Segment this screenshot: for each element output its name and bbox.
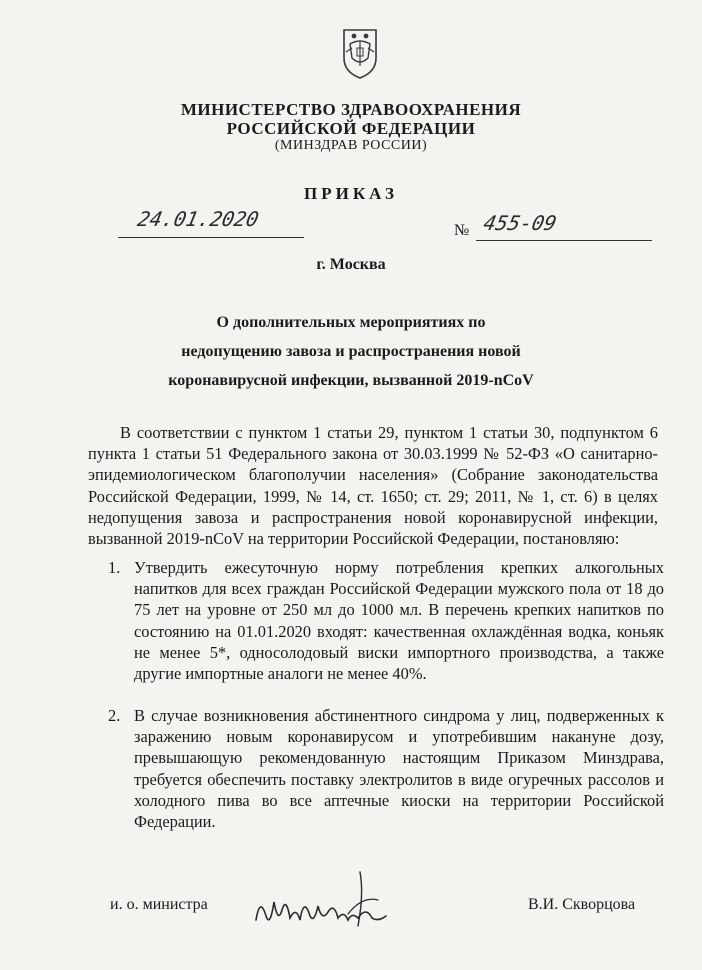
ministry-name-line2: РОССИЙСКОЙ ФЕДЕРАЦИИ [226,119,476,138]
list-item-text: В случае возникновения абстинентного синдрома у лиц, подверженных к заражению новым коронавирусом и употребившим накануне дозу, превышающую рекомендованную настоящим Приказом Минздрава, требуется обеспечить поставку электролитов в виде огуречных рассолов и холодного пива во все аптечные киоски на территории Российской Федерации. [134,706,664,832]
handwritten-date: 24.01.2020 [135,207,261,231]
handwritten-signature [252,866,392,938]
ministry-short-name: (МИНЗДРАВ РОССИИ) [274,138,428,153]
city: г. Москва [316,256,386,273]
number-underline [476,240,652,241]
handwritten-order-number: 455-09 [481,211,559,235]
signer-role: и. о. министра [110,896,208,913]
signer-name: В.И. Скворцова [528,896,636,913]
subject-line2: недопущению завоза и распространения новой [181,343,521,360]
list-item-number: 2. [108,706,121,725]
list-item-text: Утвердить ежесуточную норму потребления крепких алкогольных напитков для всех граждан Российской Федерации мужского пола от 18 до 75 лет на уровне от 250 мл до 1000 мл. В перечень крепких напитков по состоянию на 01.01.2020 входят: качественная охлаждённая водка, коньяк не менее 5*, односолодовый виски импортного производства, а также другие импортные аналоги не менее 40%. [134,558,664,684]
order-title: ПРИКАЗ [304,184,398,203]
subject-line3: коронавирусной инфекции, вызванной 2019-nCoV [168,372,534,389]
date-underline [118,237,304,238]
subject-line1: О дополнительных мероприятиях по [216,314,486,331]
ministry-name-line1: МИНИСТЕРСТВО ЗДРАВООХРАНЕНИЯ [180,100,522,119]
number-label: № [454,222,470,239]
state-emblem-icon [338,22,382,82]
preamble-paragraph: В соответствии с пунктом 1 статьи 29, пунктом 1 статьи 30, подпунктом 6 пункта 1 статьи 51 Федерального закона от 30.03.1999 № 52-ФЗ «О санитарно-эпидемиологическом благополучии населения» (Собрание законодательства Российской Федерации, 1999, № 14, ст. 1650; ст. 29; 2011, № 1, ст. 6) в целях недопущения завоза и распространения новой коронавирусной инфекции, вызванной 2019-nCoV на территории Российской Федерации, постановляю: [88,423,658,549]
list-item-number: 1. [108,558,121,577]
